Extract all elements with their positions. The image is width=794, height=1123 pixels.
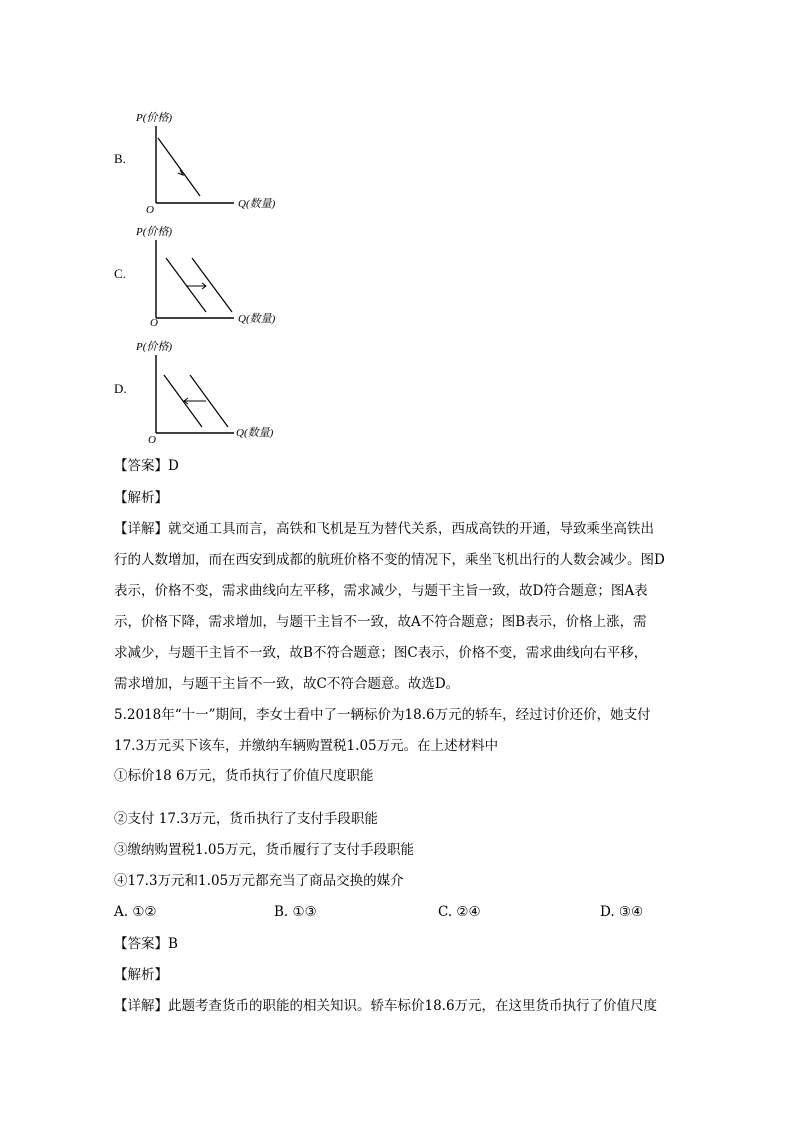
- graph-d-q-axis-label: Q(数量): [236, 427, 274, 439]
- graph-d: [134, 337, 294, 447]
- graph-d-svg: [134, 337, 294, 447]
- graph-b: [134, 108, 294, 218]
- graph-c-svg: [134, 222, 294, 332]
- q5-stem-line-1: 5.2018年“十一”期间，李女士看中了一辆标价为18.6万元的轿车，经过讨价还价，她支付: [114, 707, 651, 723]
- graph-c-demand-curve-2: [192, 258, 232, 312]
- option-c-label: C.: [114, 266, 126, 281]
- q5-statement-3: ③缴纳购置税1.05万元，货币履行了支付手段职能: [114, 842, 415, 858]
- q5-answer: 【答案】B: [114, 936, 178, 952]
- q4-detail-line-1: 【详解】就交通工具而言，高铁和飞机是互为替代关系，西成高铁的开通，导致乘坐高铁出: [114, 521, 654, 537]
- graph-c-demand-curve-1: [166, 258, 206, 312]
- graph-d-p-axis-label: P(价格): [136, 341, 173, 353]
- graph-c-p-axis-label: P(价格): [136, 226, 173, 238]
- q4-analysis-heading: 【解析】: [114, 490, 168, 506]
- graph-c-origin: O: [150, 317, 158, 329]
- graph-b-svg: [134, 108, 294, 218]
- graph-d-origin: O: [148, 434, 156, 446]
- q5-choice-c: C. ②④: [438, 904, 481, 920]
- graph-b-q-axis-label: Q(数量): [238, 198, 276, 210]
- q5-statement-4: ④17.3万元和1.05万元都充当了商品交换的媒介: [114, 873, 404, 889]
- q4-detail-line-5: 求减少，与题干主旨不一致，故B不符合题意；图C表示，价格不变，需求曲线向右平移，: [114, 645, 648, 661]
- q4-detail-line-2: 行的人数增加，而在西安到成都的航班价格不变的情况下，乘坐飞机出行的人数会减少。图D: [114, 552, 665, 568]
- q5-analysis-heading: 【解析】: [114, 967, 168, 983]
- q4-detail-line-6: 需求增加，与题干主旨不一致，故C不符合题意。故选D。: [114, 676, 460, 692]
- graph-b-origin: O: [146, 204, 154, 216]
- q5-choice-b: B. ①③: [274, 904, 317, 920]
- q5-choice-d: D. ③④: [600, 904, 644, 920]
- graph-b-demand-curve: [158, 138, 200, 196]
- graph-c: [134, 222, 294, 332]
- q5-statement-1: ①标价18 6万元，货币执行了价值尺度职能: [114, 768, 374, 784]
- option-b-label: B.: [114, 151, 126, 166]
- graph-c-q-axis-label: Q(数量): [238, 313, 276, 325]
- option-d-label: D.: [114, 381, 127, 396]
- q5-detail-line-1: 【详解】此题考查货币的职能的相关知识。轿车标价18.6万元，在这里货币执行了价值尺度: [114, 998, 658, 1014]
- graph-b-p-axis-label: P(价格): [136, 112, 173, 124]
- q5-choice-a: A. ①②: [114, 904, 157, 920]
- q4-detail-line-3: 表示，价格不变，需求曲线向左平移，需求减少，与题干主旨一致，故D符合题意；图A表: [114, 583, 648, 599]
- q4-answer: 【答案】D: [114, 458, 179, 474]
- q5-statement-2: ②支付 17.3万元，货币执行了支付手段职能: [114, 811, 378, 827]
- q5-stem-line-2: 17.3万元买下该车，并缴纳车辆购置税1.05万元。在上述材料中: [114, 738, 499, 754]
- q4-detail-line-4: 示，价格下降，需求增加，与题干主旨不一致，故A不符合题意；图B表示，价格上涨，需: [114, 614, 647, 630]
